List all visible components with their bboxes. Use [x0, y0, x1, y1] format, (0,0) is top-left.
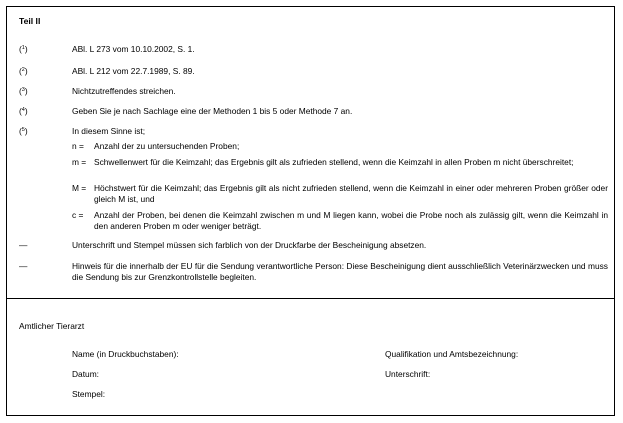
footnote-text-1: ABl. L 273 vom 10.10.2002, S. 1.	[72, 44, 195, 54]
note-dash-1: —	[19, 240, 28, 250]
definition-symbol-c: c =	[72, 210, 84, 220]
definition-symbol-M: M =	[72, 183, 87, 193]
definition-text-n: Anzahl der zu untersuchenden Proben;	[94, 141, 240, 151]
footnote-marker-3: ($^3$)	[19, 86, 28, 96]
footnote-text-2: ABl. L 212 vom 22.7.1989, S. 89.	[72, 66, 195, 76]
footnote-marker-2: ($^2$)	[19, 66, 28, 76]
footnote-text-5: In diesem Sinne ist;	[72, 126, 146, 136]
definition-text-m: Schwellenwert für die Keimzahl; das Ergebnis gilt als zufrieden stellend, wenn die Keimzahl in allen Proben m nicht überschreitet;	[94, 157, 574, 167]
date-label: Datum:	[72, 369, 99, 379]
stamp-label: Stempel:	[72, 389, 106, 399]
definition-text-M: Höchstwert für die Keimzahl; das Ergebnis gilt als nicht zufrieden stellend, wenn die Keimzahl in einer oder mehreren Proben größer oder gleich M ist, und	[94, 183, 608, 204]
definition-symbol-n: n =	[72, 141, 84, 151]
name-label: Name (in Druckbuchstaben):	[72, 349, 179, 359]
note-dash-2: —	[19, 261, 28, 271]
definition-symbol-m: m =	[72, 157, 87, 167]
note-text-1: Unterschrift und Stempel müssen sich farblich von der Druckfarbe der Bescheinigung absetzen.	[72, 240, 427, 250]
note-text-2: Hinweis für die innerhalb der EU für die Sendung verantwortliche Person: Diese Bescheinigung dient ausschließlich Veterinärzwecken und muss die Sendung bis zur Grenzkontrollstelle begleiten.	[72, 261, 608, 282]
footnote-marker-4: ($^4$)	[19, 106, 28, 116]
definition-text-c: Anzahl der Proben, bei denen die Keimzahl zwischen m und M liegen kann, wobei die Probe noch als zulässig gilt, wenn die Keimzahl in den anderen Proben m oder weniger beträgt.	[94, 210, 608, 231]
official-veterinarian-heading: Amtlicher Tierarzt	[19, 321, 85, 331]
footnote-text-4: Geben Sie je nach Sachlage eine der Methoden 1 bis 5 oder Methode 7 an.	[72, 106, 353, 116]
footnote-marker-1: ($^1$)	[19, 44, 28, 54]
signature-label: Unterschrift:	[385, 369, 431, 379]
section-divider	[6, 298, 615, 299]
footnote-marker-5: ($^5$)	[19, 126, 28, 136]
qualification-label: Qualifikation und Amtsbezeichnung:	[385, 349, 519, 359]
footnote-text-3: Nichtzutreffendes streichen.	[72, 86, 176, 96]
section-title: Teil II	[19, 16, 41, 26]
